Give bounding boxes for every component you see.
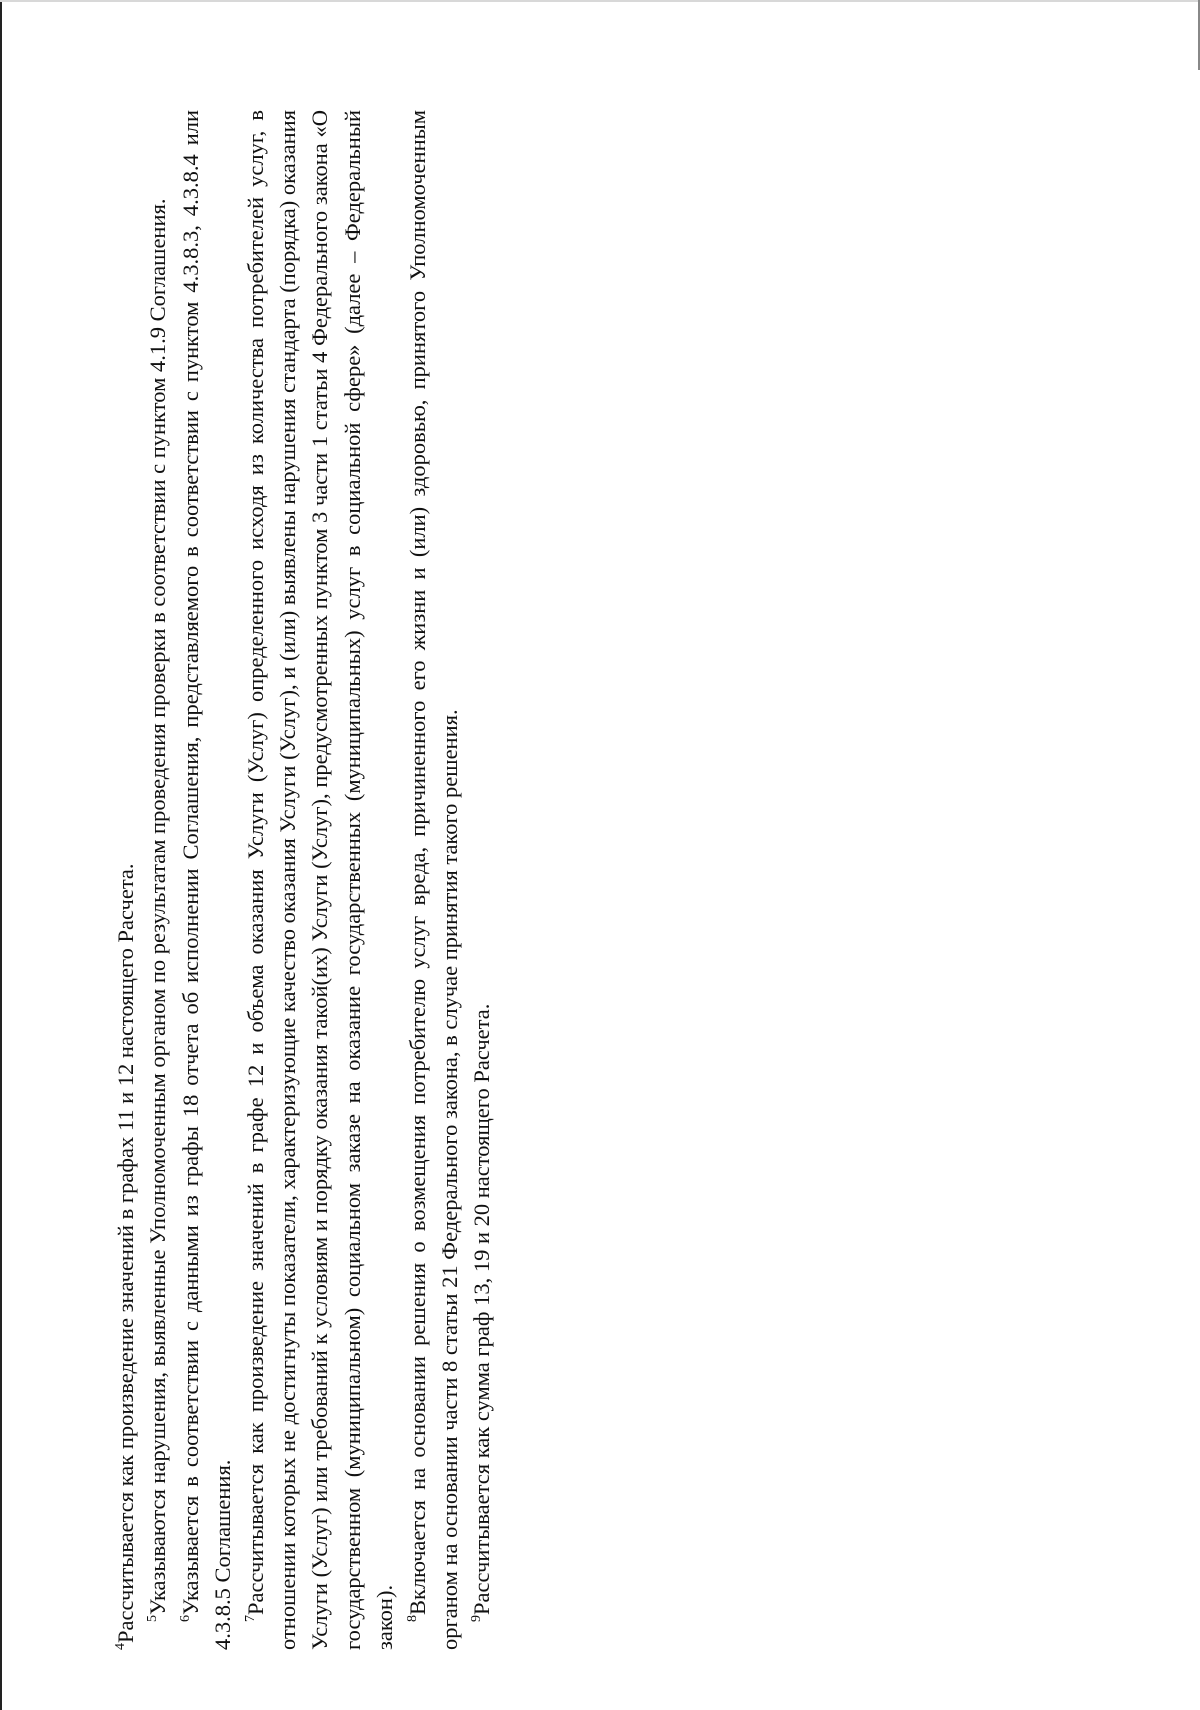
rotated-footnotes-block	[110, 110, 640, 1650]
scan-top-edge	[0, 0, 1200, 2]
footnote-text: Указываются нарушения, выявленные Уполномоченным органом по результатам проведения проверки в соответствии с пунктом 4.1.9 Соглашения.	[145, 198, 171, 1615]
footnote-mark: 8	[404, 1615, 420, 1622]
footnote-text: Указывается в соответствии с данными из графы 18 отчета об исполнении Соглашения, представляемого в соответствии с пунктом 4.3.8.3, 4.3.8.4 или 4.3.8.5 Соглашения.	[177, 110, 236, 1650]
footnote-mark: 4	[113, 1643, 128, 1650]
footnote-mark: 7	[242, 1615, 258, 1622]
footnote-mark: 5	[145, 1615, 161, 1622]
footnote-7	[240, 110, 402, 1650]
footnote-mark: 9	[469, 1615, 485, 1622]
footnote-mark: 6	[177, 1615, 193, 1622]
scan-left-edge	[0, 0, 2, 1710]
footnote-text: Рассчитывается как сумма граф 13, 19 и 20 настоящего Расчета.	[469, 1003, 495, 1615]
footnote-6	[175, 110, 240, 1650]
footnote-text: Рассчитывается как произведение значений в графах 11 и 12 настоящего Расчета.	[113, 863, 138, 1643]
footnote-9	[466, 110, 498, 1650]
footnote-text: Включается на основании решения о возмещения потребителю услуг вреда, причиненного его жизни и (или) здоровью, принятого Уполномоченным органом на основании части 8 статьи 21 Федерального закона, в случае принятия такого решения.	[404, 110, 463, 1650]
footnote-4	[110, 110, 142, 1650]
footnote-5	[142, 110, 174, 1650]
footnote-text: Рассчитывается как произведение значений в графе 12 и объема оказания Услуги (Услуг) определенного исходя из количества потребителей услуг, в отношении которых не достигнуты показатели, характеризующие качество оказания Услуги (Услуг), и (или) выявлены нарушения стандарта (порядка) оказания Услуги (Услуг) или требований к условиям и порядку оказания такой(их) Услуги (Услуг), предусмотренных пунктом 3 части 1 статьи 4 Федерального закона «О государственном (муниципальном) социальном заказе на оказание государственных (муниципальных) услуг в социальной сфере» (далее – Федеральный закон).	[242, 110, 398, 1650]
footnote-8	[402, 110, 467, 1650]
